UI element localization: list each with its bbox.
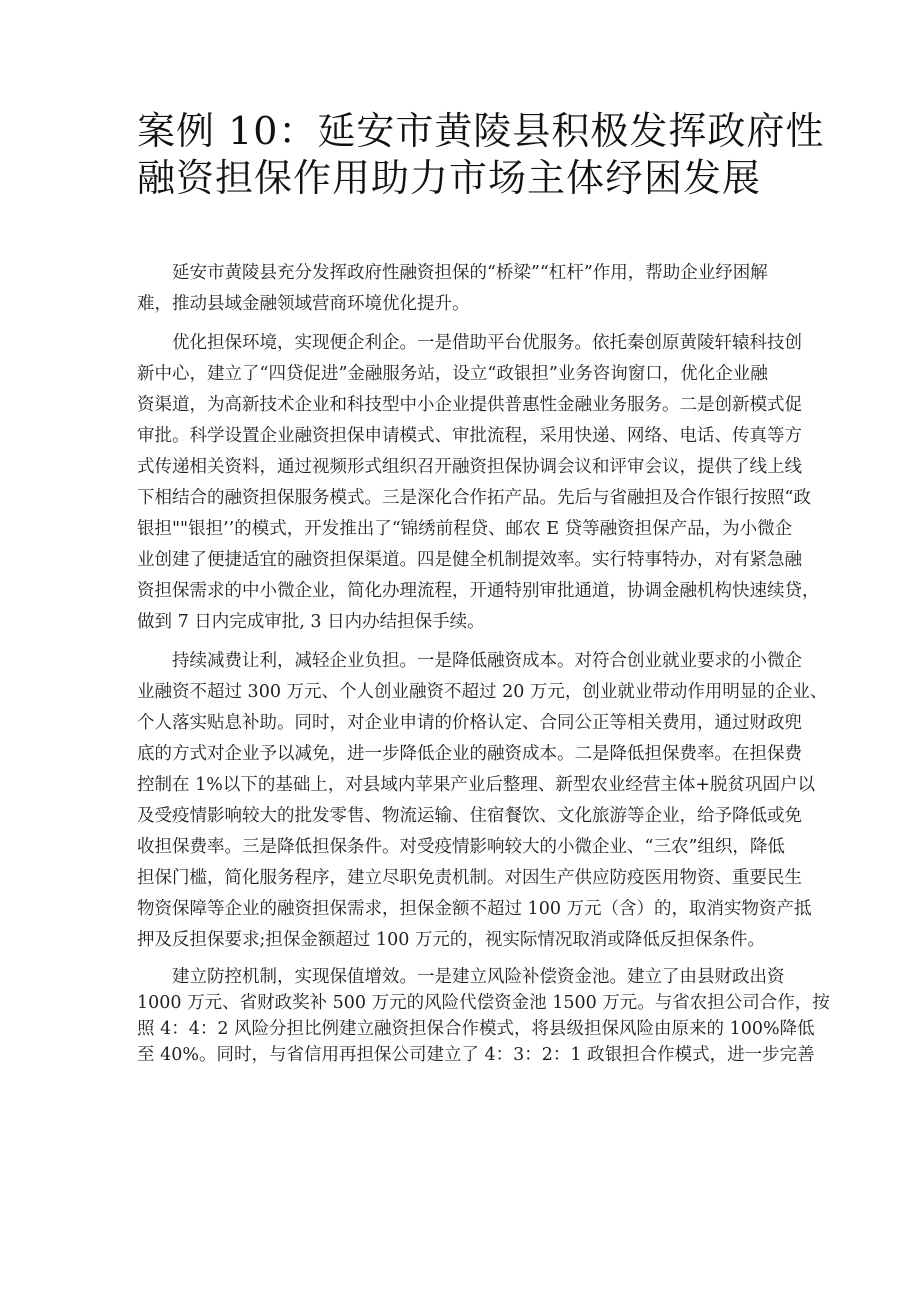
body-paragraph bbox=[137, 646, 828, 956]
paragraph-line: 1000 万元、省财政奖补 500 万元的风险代偿资金池 1500 万元。与省农担公司合作，按 bbox=[137, 993, 830, 1013]
title-line-2: 融资担保作用助力市场主体纾困发展 bbox=[137, 156, 762, 200]
paragraph-line: 控制在 1%以下的基础上，对县域内苹果产业后整理、新型农业经营主体+脱贫巩固户以 bbox=[137, 775, 815, 795]
paragraph-line: 延安市黄陵县充分发挥政府性融资担保的“桥梁”“杠杆”作用，帮助企业纾困解 bbox=[172, 263, 768, 283]
body-paragraph bbox=[137, 328, 820, 638]
paragraph-line: 物资保障等企业的融资担保需求，担保金额不超过 100 万元（含）的，取消实物资产抵 bbox=[137, 899, 812, 919]
paragraph-line: 至 40%。同时，与省信用再担保公司建立了 4：3：2：1 政银担合作模式，进一步完善 bbox=[137, 1045, 815, 1065]
body-paragraph bbox=[137, 964, 830, 1068]
paragraph-line: 及受疫情影响较大的批发零售、物流运输、住宿餐饮、文化旅游等企业，给予降低或免 bbox=[137, 806, 802, 826]
paragraph-line: 资担保需求的中小微企业，简化办理流程，开通特别审批通道，协调金融机构快速续贷， bbox=[137, 581, 820, 601]
paragraph-line: 银担""银担’’的模式，开发推出了“锦绣前程贷、邮农 E 贷等融资担保产品，为小微企 bbox=[137, 519, 793, 539]
paragraph-line: 下相结合的融资担保服务模式。三是深化合作拓产品。先后与省融担及合作银行按照“政 bbox=[137, 488, 811, 508]
paragraph-line: 持续减费让利，减轻企业负担。一是降低融资成本。对符合创业就业要求的小微企 bbox=[172, 651, 802, 671]
paragraph-line: 建立防控机制，实现保值增效。一是建立风险补偿资金池。建立了由县财政出资 bbox=[172, 967, 785, 987]
paragraph-line: 担保门槛，简化服务程序，建立尽职免责机制。对因生产供应防疫医用物资、重要民生 bbox=[137, 868, 802, 888]
paragraph-line: 个人落实贴息补助。同时，对企业申请的价格认定、合同公正等相关费用，通过财政兜 bbox=[137, 713, 802, 733]
paragraph-line: 业融资不超过 300 万元、个人创业融资不超过 20 万元，创业就业带动作用明显的企业、 bbox=[137, 682, 828, 702]
paragraph-line: 收担保费率。三是降低担保条件。对受疫情影响较大的小微企业、“三农”组织，降低 bbox=[137, 837, 785, 857]
paragraph-line: 难，推动县域金融领域营商环境优化提升。 bbox=[137, 294, 470, 314]
title-line-1: 案例 10：延安市黄陵县积极发挥政府性 bbox=[137, 109, 825, 153]
paragraph-line: 资渠道，为高新技术企业和科技型中小企业提供普惠性金融业务服务。二是创新模式促 bbox=[137, 395, 802, 415]
paragraph-line: 做到 7 日内完成审批, 3 日内办结担保手续。 bbox=[137, 612, 485, 632]
document-body bbox=[137, 258, 830, 1076]
body-paragraph bbox=[137, 258, 801, 320]
paragraph-line: 优化担保环境，实现便企利企。一是借助平台优服务。依托秦创原黄陵轩辕科技创 bbox=[172, 333, 802, 353]
page-title bbox=[137, 108, 837, 202]
paragraph-line: 照 4：4：2 风险分担比例建立融资担保合作模式，将县级担保风险由原来的 100%降低 bbox=[137, 1019, 815, 1039]
paragraph-line: 押及反担保要求;担保金额超过 100 万元的，视实际情况取消或降低反担保条件。 bbox=[137, 930, 765, 950]
paragraph-line: 审批。科学设置企业融资担保申请模式、审批流程，采用快递、网络、电话、传真等方 bbox=[137, 426, 802, 446]
paragraph-line: 式传递相关资料，通过视频形式组织召开融资担保协调会议和评审会议，提供了线上线 bbox=[137, 457, 802, 477]
paragraph-line: 新中心，建立了“四贷促进”金融服务站，设立“政银担”业务咨询窗口，优化企业融 bbox=[137, 364, 768, 384]
paragraph-line: 业创建了便捷适宜的融资担保渠道。四是健全机制提效率。实行特事特办，对有紧急融 bbox=[137, 550, 802, 570]
paragraph-line: 底的方式对企业予以减免，进一步降低企业的融资成本。二是降低担保费率。在担保费 bbox=[137, 744, 802, 764]
